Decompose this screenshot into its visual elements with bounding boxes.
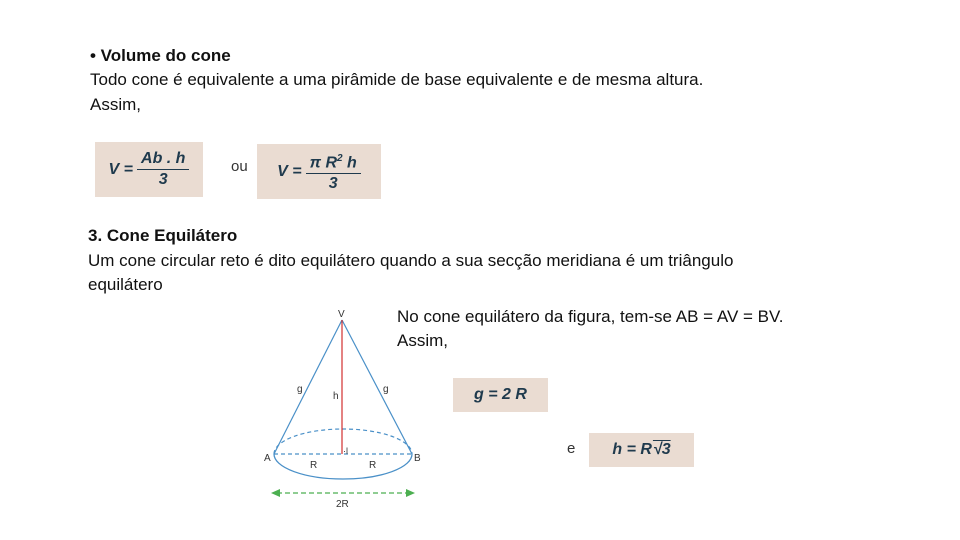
radius-right-label: R: [369, 460, 377, 471]
formula4-root: √3: [652, 441, 671, 458]
formula1-denominator: 3: [158, 171, 168, 188]
vertex-label: V: [338, 309, 345, 320]
diameter-arrow-right-head: [406, 489, 415, 497]
formula1-numerator: Ab . h: [137, 149, 189, 170]
formula2-fraction: [306, 149, 361, 194]
formula-volume-ab: [95, 142, 203, 197]
base-front-arc: [274, 454, 412, 479]
height-label: h: [333, 391, 339, 402]
center-mark: ·l: [343, 446, 348, 456]
equilateral-text-line2: equilátero: [88, 275, 163, 294]
formula2-exponent: 2: [337, 152, 343, 164]
formula2-numerator: [306, 149, 361, 174]
formula1-lhs: V =: [108, 160, 134, 178]
and-label: e: [567, 440, 576, 457]
equilateral-note-line2: Assim,: [397, 331, 448, 350]
point-a-label: A: [264, 453, 271, 464]
formula4-lhs: h = R: [612, 441, 652, 458]
left-slant-label: g: [297, 384, 303, 395]
volume-text-line2: Assim,: [90, 95, 141, 114]
point-b-label: B: [414, 453, 421, 464]
volume-text-line1: Todo cone é equivalente a uma pirâmide de base equivalente e de mesma altura.: [90, 70, 704, 89]
or-label: ou: [231, 158, 248, 175]
radius-left-label: R: [310, 460, 318, 471]
left-slant-line: [274, 320, 342, 454]
section-title-equilateral: 3. Cone Equilátero: [88, 226, 238, 245]
formula-height: [589, 433, 694, 467]
equilateral-note-line1: No cone equilátero da figura, tem-se AB = AV = BV.: [397, 307, 784, 326]
formula2-h: h: [347, 154, 357, 172]
formula2-denominator: 3: [328, 175, 338, 193]
diameter-arrow-left-head: [271, 489, 280, 497]
formula2-lhs: V =: [277, 162, 302, 180]
diameter-label: 2R: [336, 499, 349, 510]
formula2-r: R: [325, 154, 338, 172]
section-title-volume: • Volume do cone: [90, 46, 231, 65]
equilateral-text-line1: Um cone circular reto é dito equilátero quando a sua secção meridiana é um triângulo: [88, 251, 734, 270]
right-slant-label: g: [383, 384, 389, 395]
formula-volume-pi: [257, 144, 381, 199]
formula1-fraction: [137, 149, 189, 190]
formula2-pi: π: [309, 154, 322, 172]
formula-generatrix: g = 2 R: [453, 378, 548, 412]
